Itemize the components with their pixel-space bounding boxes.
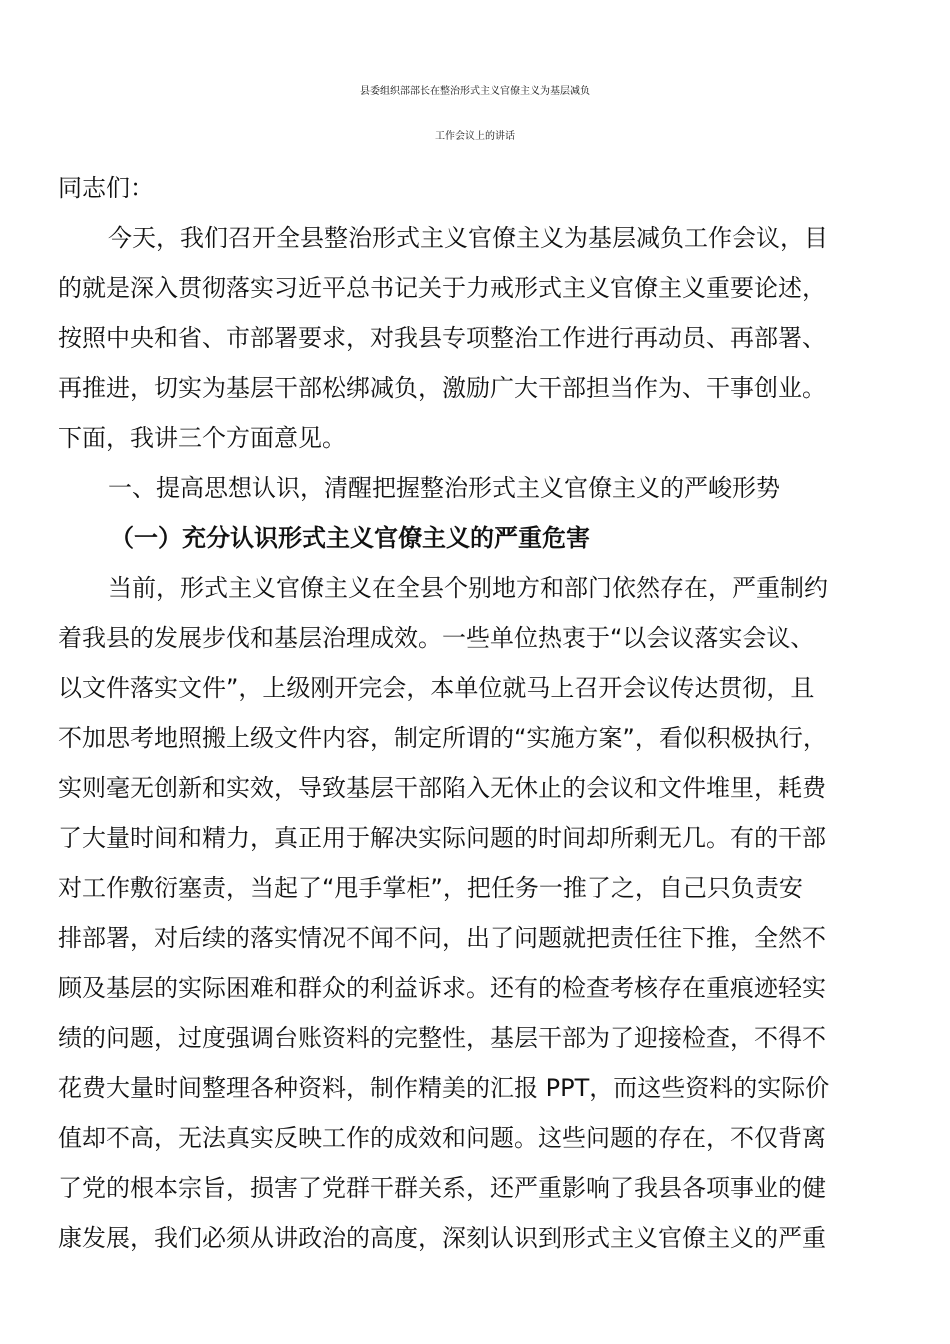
- paragraph2-line: 花费大量时间整理各种资料，制作精美的汇报 PPT，而这些资料的实际价: [58, 1074, 830, 1102]
- paragraph1-line: 再推进，切实为基层干部松绑减负，激励广大干部担当作为、干事创业。: [58, 374, 826, 402]
- document-title-line-1: 县委组织部部长在整治形式主义官僚主义为基层减负: [360, 86, 590, 97]
- paragraph1-line: 今天，我们召开全县整治形式主义官僚主义为基层减负工作会议，目: [108, 224, 828, 252]
- subsection-heading: （一）充分认识形式主义官僚主义的严重危害: [110, 524, 590, 552]
- paragraph2-line: 以文件落实文件”，上级刚开完会，本单位就马上召开会议传达贯彻，且: [58, 674, 815, 702]
- salutation: 同志们：: [58, 174, 154, 202]
- document-title-line-2: 工作会议上的讲话: [435, 131, 515, 142]
- paragraph2-line: 绩的问题，过度强调台账资料的完整性，基层干部为了迎接检查，不得不: [58, 1024, 826, 1052]
- paragraph2-line: 着我县的发展步伐和基层治理成效。一些单位热衷于“以会议落实会议、: [58, 624, 815, 652]
- paragraph2-line: 康发展，我们必须从讲政治的高度，深刻认识到形式主义官僚主义的严重: [58, 1224, 826, 1252]
- paragraph2-line: 不加思考地照搬上级文件内容，制定所谓的“实施方案”，看似积极执行，: [58, 724, 827, 752]
- paragraph1-line: 的就是深入贯彻落实习近平总书记关于力戒形式主义官僚主义重要论述，: [58, 274, 826, 302]
- paragraph2-line: 实则毫无创新和实效，导致基层干部陷入无休止的会议和文件堆里，耗费: [58, 774, 826, 802]
- paragraph2-line: 了党的根本宗旨，损害了党群干群关系，还严重影响了我县各项事业的健: [58, 1174, 826, 1202]
- paragraph2-line: 当前，形式主义官僚主义在全县个别地方和部门依然存在，严重制约: [108, 574, 828, 602]
- paragraph2-line: 值却不高，无法真实反映工作的成效和问题。这些问题的存在，不仅背离: [58, 1124, 826, 1152]
- section-heading: 一、提高思想认识，清醒把握整治形式主义官僚主义的严峻形势: [108, 474, 780, 502]
- paragraph1-line: 按照中央和省、市部署要求，对我县专项整治工作进行再动员、再部署、: [58, 324, 826, 352]
- paragraph2-line: 对工作敷衍塞责，当起了“甩手掌柜”，把任务一推了之，自己只负责安: [58, 874, 803, 902]
- paragraph1-line: 下面，我讲三个方面意见。: [58, 424, 346, 452]
- paragraph2-line: 了大量时间和精力，真正用于解决实际问题的时间却所剩无几。有的干部: [58, 824, 826, 852]
- paragraph2-line: 排部署，对后续的落实情况不闻不问，出了问题就把责任往下推，全然不: [58, 924, 826, 952]
- paragraph2-line: 顾及基层的实际困难和群众的利益诉求。还有的检查考核存在重痕迹轻实: [58, 974, 826, 1002]
